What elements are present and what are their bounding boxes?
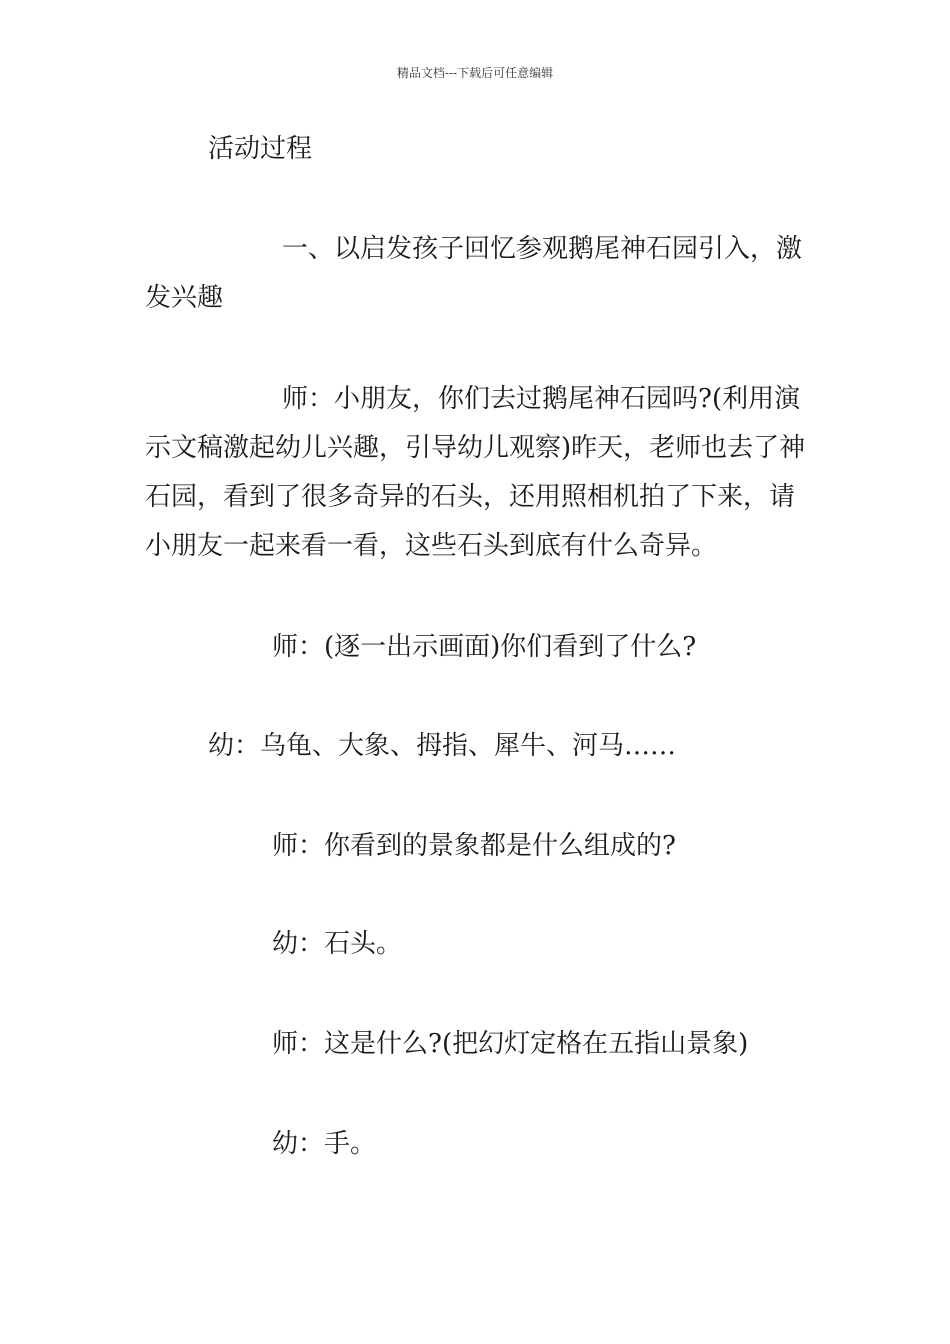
child-line-1: 幼：乌龟、大象、拇指、犀牛、河马…… (208, 731, 677, 761)
child-line-2: 幼：石头。 (272, 929, 403, 959)
section-title: 活动过程 (208, 134, 313, 164)
teacher-paragraph-1: 师：小朋友，你们去过鹅尾神石园吗?(利用演示文稿激起幼儿兴趣，引导幼儿观察)昨天，老师也去了神石园，看到了很多奇异的石头，还用照相机拍了下来，请小朋友一起来看一看，这些石头到底有什么奇异。 (145, 384, 806, 561)
page-header: 精品文档---下载后可任意编辑 (396, 66, 554, 80)
child-line-3: 幼：手。 (272, 1129, 377, 1159)
teacher-line-3: 师：你看到的景象都是什么组成的? (272, 831, 676, 861)
section-heading-1: 一、以启发孩子回忆参观鹅尾神石园引入，激发兴趣 (145, 234, 803, 313)
teacher-line-2: 师：(逐一出示画面)你们看到了什么? (272, 632, 697, 662)
teacher-line-4: 师：这是什么?(把幻灯定格在五指山景象) (272, 1029, 749, 1059)
